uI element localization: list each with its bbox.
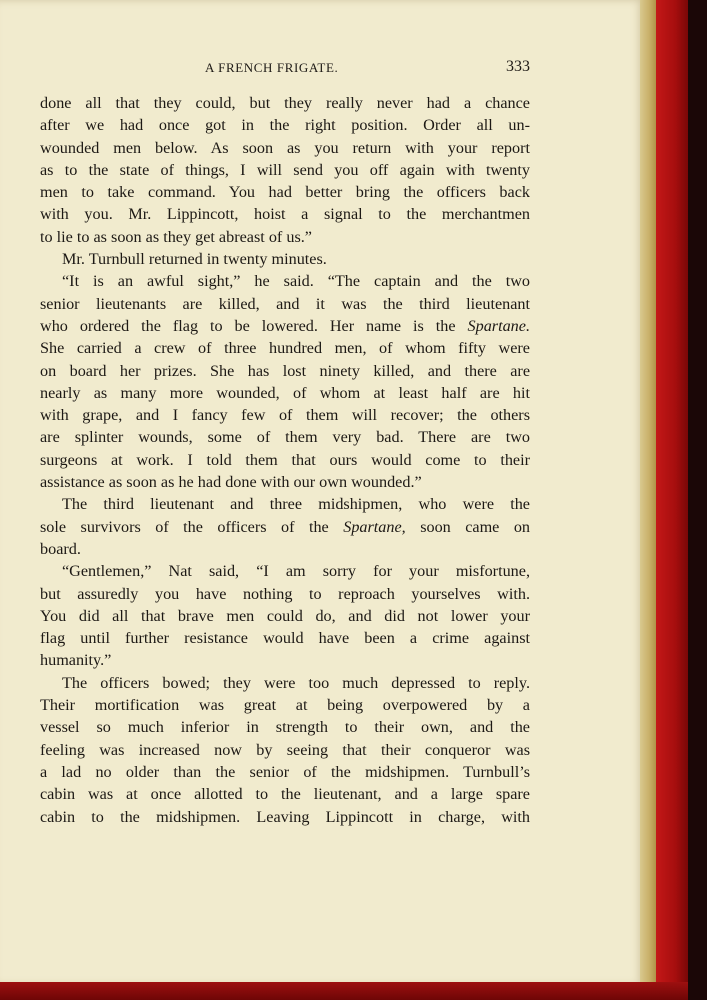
book-cover-bottom	[0, 982, 690, 1000]
text-line: Mr. Turnbull returned in twenty minutes.	[62, 250, 327, 269]
text-line: with grape, and I fancy few of them will recover; the others	[40, 406, 530, 425]
text-line: as to the state of things, I will send you off again with twenty	[40, 160, 530, 179]
text-line: on board her prizes. She has lost ninety killed, and there are	[40, 361, 530, 380]
ship-name: Spartane,	[343, 517, 406, 536]
text-line	[40, 315, 530, 337]
text-line: “It is an awful sight,” he said. “The captain and the two	[62, 272, 530, 291]
text-line: with you. Mr. Lippincott, hoist a signal to the merchantmen	[40, 205, 530, 224]
ship-name: Spartane.	[467, 316, 530, 335]
text-line	[40, 516, 530, 538]
text-line: after we had once got in the right position. Order all un-	[40, 116, 530, 135]
text-line: The third lieutenant and three midshipmen, who were the	[62, 495, 530, 514]
text-line: cabin was at once allotted to the lieutenant, and a large spare	[40, 785, 530, 804]
text-line: vessel so much inferior in strength to their own, and the	[40, 718, 530, 737]
text-fragment: soon came on	[420, 517, 531, 536]
text-line: “Gentlemen,” Nat said, “I am sorry for your misfortune,	[62, 562, 530, 581]
text-line: board.	[40, 539, 81, 558]
text-line: wounded men below. As soon as you return with your report	[40, 138, 530, 157]
text-line: Their mortification was great at being overpowered by a	[40, 696, 530, 715]
text-line: You did all that brave men could do, and did not lower your	[40, 606, 530, 625]
text-line: senior lieutenants are killed, and it was the third lieutenant	[40, 294, 530, 313]
text-line: She carried a crew of three hundred men, of whom fifty were	[40, 339, 530, 358]
running-title: A FRENCH FRIGATE.	[205, 60, 339, 75]
text-fragment: who ordered the flag to be lowered. Her name is the	[40, 316, 456, 335]
text-line: assistance as soon as he had done with our own wounded.”	[40, 473, 422, 492]
text-fragment: sole survivors of the officers of the	[40, 517, 329, 536]
text-line: flag until further resistance would have been a crime against	[40, 629, 530, 648]
text-line: but assuredly you have nothing to reproach yourselves with.	[40, 584, 530, 603]
page-header	[40, 58, 530, 80]
text-line: cabin to the midshipmen. Leaving Lippincott in charge, with	[40, 807, 530, 826]
background-shadow	[688, 0, 707, 1000]
text-line: The officers bowed; they were too much depressed to reply.	[62, 673, 530, 692]
body-text	[40, 92, 530, 828]
text-line: feeling was increased now by seeing that their conqueror was	[40, 740, 530, 759]
text-line: nearly as many more wounded, of whom at least half are hit	[40, 383, 530, 402]
text-line: a lad no older than the senior of the midshipmen. Turnbull’s	[40, 762, 530, 781]
text-line: are splinter wounds, some of them very bad. There are two	[40, 428, 530, 447]
text-line: done all that they could, but they really never had a chance	[40, 94, 530, 112]
text-line: men to take command. You had better bring the officers back	[40, 183, 530, 202]
book-cover-edge	[656, 0, 688, 1000]
text-line: surgeons at work. I told them that ours would come to their	[40, 450, 530, 469]
text-line: to lie to as soon as they get abreast of us.”	[40, 227, 312, 246]
text-line: humanity.”	[40, 651, 112, 670]
page-number: 333	[506, 58, 530, 75]
